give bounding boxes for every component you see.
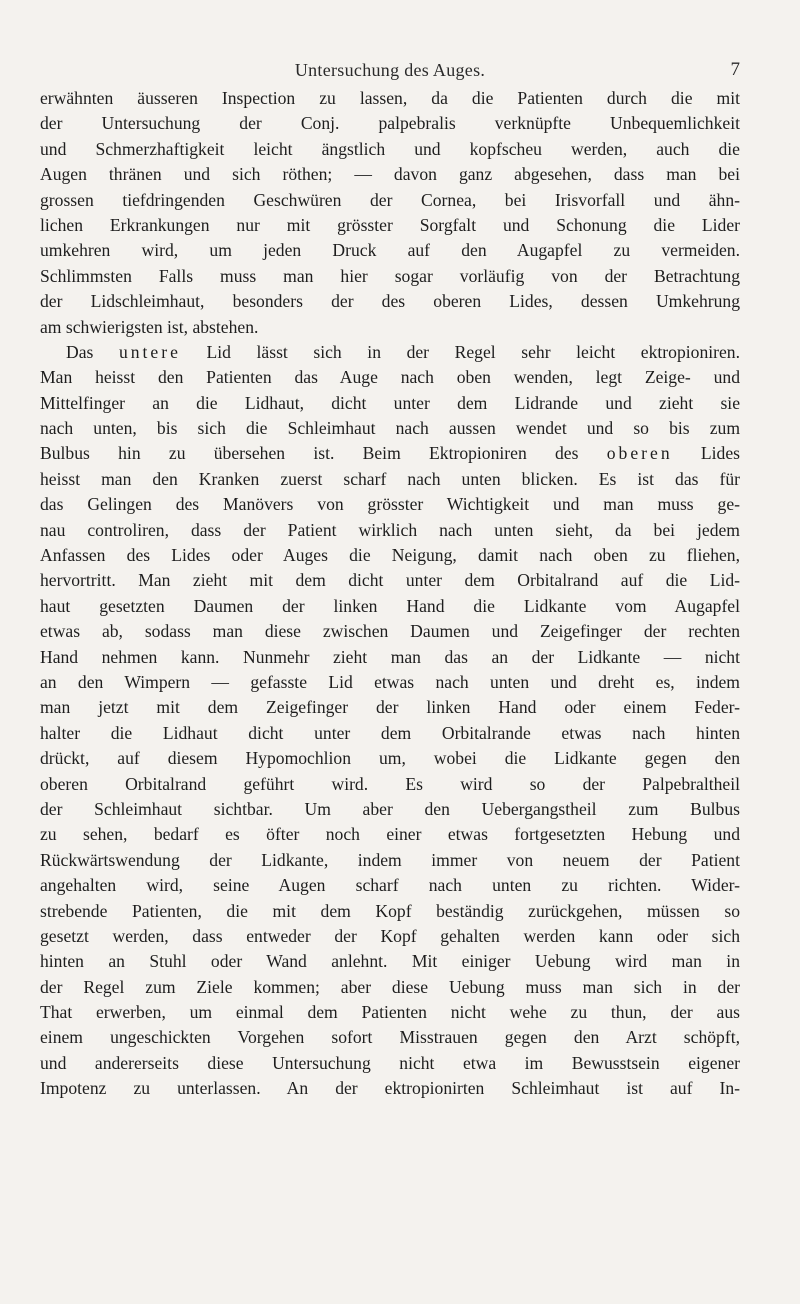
text-line: Impotenz zu unterlassen. An der ektropionirten Schleimhaut ist auf In- [40, 1078, 740, 1099]
text-line: halter die Lidhaut dicht unter dem Orbitalrande etwas nach hinten [40, 722, 740, 743]
text-line: haut gesetzten Daumen der linken Hand die Lidkante vom Augapfel [40, 595, 740, 616]
text-line: der Regel zum Ziele kommen; aber diese Uebung muss man sich in der [40, 976, 740, 997]
text-line: heisst man den Kranken zuerst scharf nach unten blicken. Es ist das für [40, 468, 740, 489]
text-line: umkehren wird, um jeden Druck auf den Augapfel zu vermeiden. [40, 240, 740, 261]
text-line: strebende Patienten, die mit dem Kopf beständig zurückgehen, müssen so [40, 900, 740, 921]
text-line: Anfassen des Lides oder Auges die Neigung, damit nach oben zu fliehen, [40, 545, 740, 566]
text-line: erwähnten äusseren Inspection zu lassen, da die Patienten durch die mit [40, 88, 740, 108]
text-line: Augen thränen und sich röthen; — davon ganz abgesehen, dass man bei [40, 164, 740, 185]
text-line: angehalten wird, seine Augen scharf nach unten zu richten. Wider- [40, 875, 740, 896]
running-title: Untersuchung des Auges. [294, 60, 486, 80]
text-line: der Lidschleimhaut, besonders der des oberen Lides, dessen Umkehrung [40, 291, 740, 312]
paragraph-1 [40, 86, 740, 340]
text-line: und andererseits diese Untersuchung nicht etwa im Bewusstsein eigener [40, 1052, 740, 1073]
text-line: hinten an Stuhl oder Wand anlehnt. Mit einiger Uebung wird man in [40, 951, 740, 972]
text-line: oberen Orbitalrand geführt wird. Es wird so der Palpebraltheil [40, 773, 740, 794]
text-line: drückt, auf diesem Hypomochlion um, wobei die Lidkante gegen den [40, 748, 740, 769]
text-line: grossen tiefdringenden Geschwüren der Cornea, bei Irisvorfall und ähn- [40, 189, 740, 210]
text-line: Hand nehmen kann. Nunmehr zieht man das an der Lidkante — nicht [40, 646, 740, 667]
text-line: der Untersuchung der Conj. palpebralis verknüpfte Unbequemlichkeit [40, 113, 740, 134]
text-line: Mittelfinger an die Lidhaut, dicht unter dem Lidrande und zieht sie [40, 392, 740, 413]
text-line: hervortritt. Man zieht mit dem dicht unter dem Orbitalrand auf die Lid- [40, 570, 740, 591]
text-line: zu sehen, bedarf es öfter noch einer etwas fortgesetzten Hebung und [40, 824, 740, 845]
running-header [40, 58, 740, 82]
text-line: und Schmerzhaftigkeit leicht ängstlich und kopfscheu werden, auch die [40, 138, 740, 159]
text-line: am schwierigsten ist, abstehen. [40, 316, 259, 337]
text-line: etwas ab, sodass man diese zwischen Daumen und Zeigefinger der rechten [40, 621, 740, 642]
text-line: Bulbus hin zu übersehen ist. Beim Ektropioniren des oberen Lides [40, 443, 740, 464]
text-run: Lid lässt sich in der Regel sehr leicht ektropioniren. [180, 341, 740, 362]
text-line: gesetzt werden, dass entweder der Kopf gehalten werden kann oder sich [40, 925, 740, 946]
text-line: nau controliren, dass der Patient wirklich nach unten sieht, da bei jedem [40, 519, 740, 540]
text-line [40, 340, 740, 365]
text-line: nach unten, bis sich die Schleimhaut nach aussen wendet und so bis zum [40, 418, 740, 439]
emphasis-untere: untere [118, 341, 181, 362]
text-line: man jetzt mit dem Zeigefinger der linken Hand oder einem Feder- [40, 697, 740, 718]
body-text [40, 86, 740, 1102]
text-line: der Schleimhaut sichtbar. Um aber den Uebergangstheil zum Bulbus [40, 798, 740, 819]
text-line: Man heisst den Patienten das Auge nach oben wenden, legt Zeige- und [40, 367, 740, 388]
text-line: Rückwärtswendung der Lidkante, indem immer von neuem der Patient [40, 849, 740, 870]
text-line: Schlimmsten Falls muss man hier sogar vorläufig von der Betrachtung [40, 265, 740, 286]
page-number: 7 [730, 59, 740, 80]
text-line: That erwerben, um einmal dem Patienten nicht wehe zu thun, der aus [40, 1002, 740, 1023]
emphasis-oberen: oberen [606, 443, 673, 464]
text-line: an den Wimpern — gefasste Lid etwas nach unten und dreht es, indem [40, 671, 740, 692]
paragraph-2 [40, 340, 740, 1102]
text-run: Das [66, 341, 119, 362]
text-line: lichen Erkrankungen nur mit grösster Sorgfalt und Schonung die Lider [40, 214, 740, 235]
text-line: einem ungeschickten Vorgehen sofort Misstrauen gegen den Arzt schöpft, [40, 1027, 740, 1048]
text-line: das Gelingen des Manövers von grösster Wichtigkeit und man muss ge- [40, 494, 740, 515]
